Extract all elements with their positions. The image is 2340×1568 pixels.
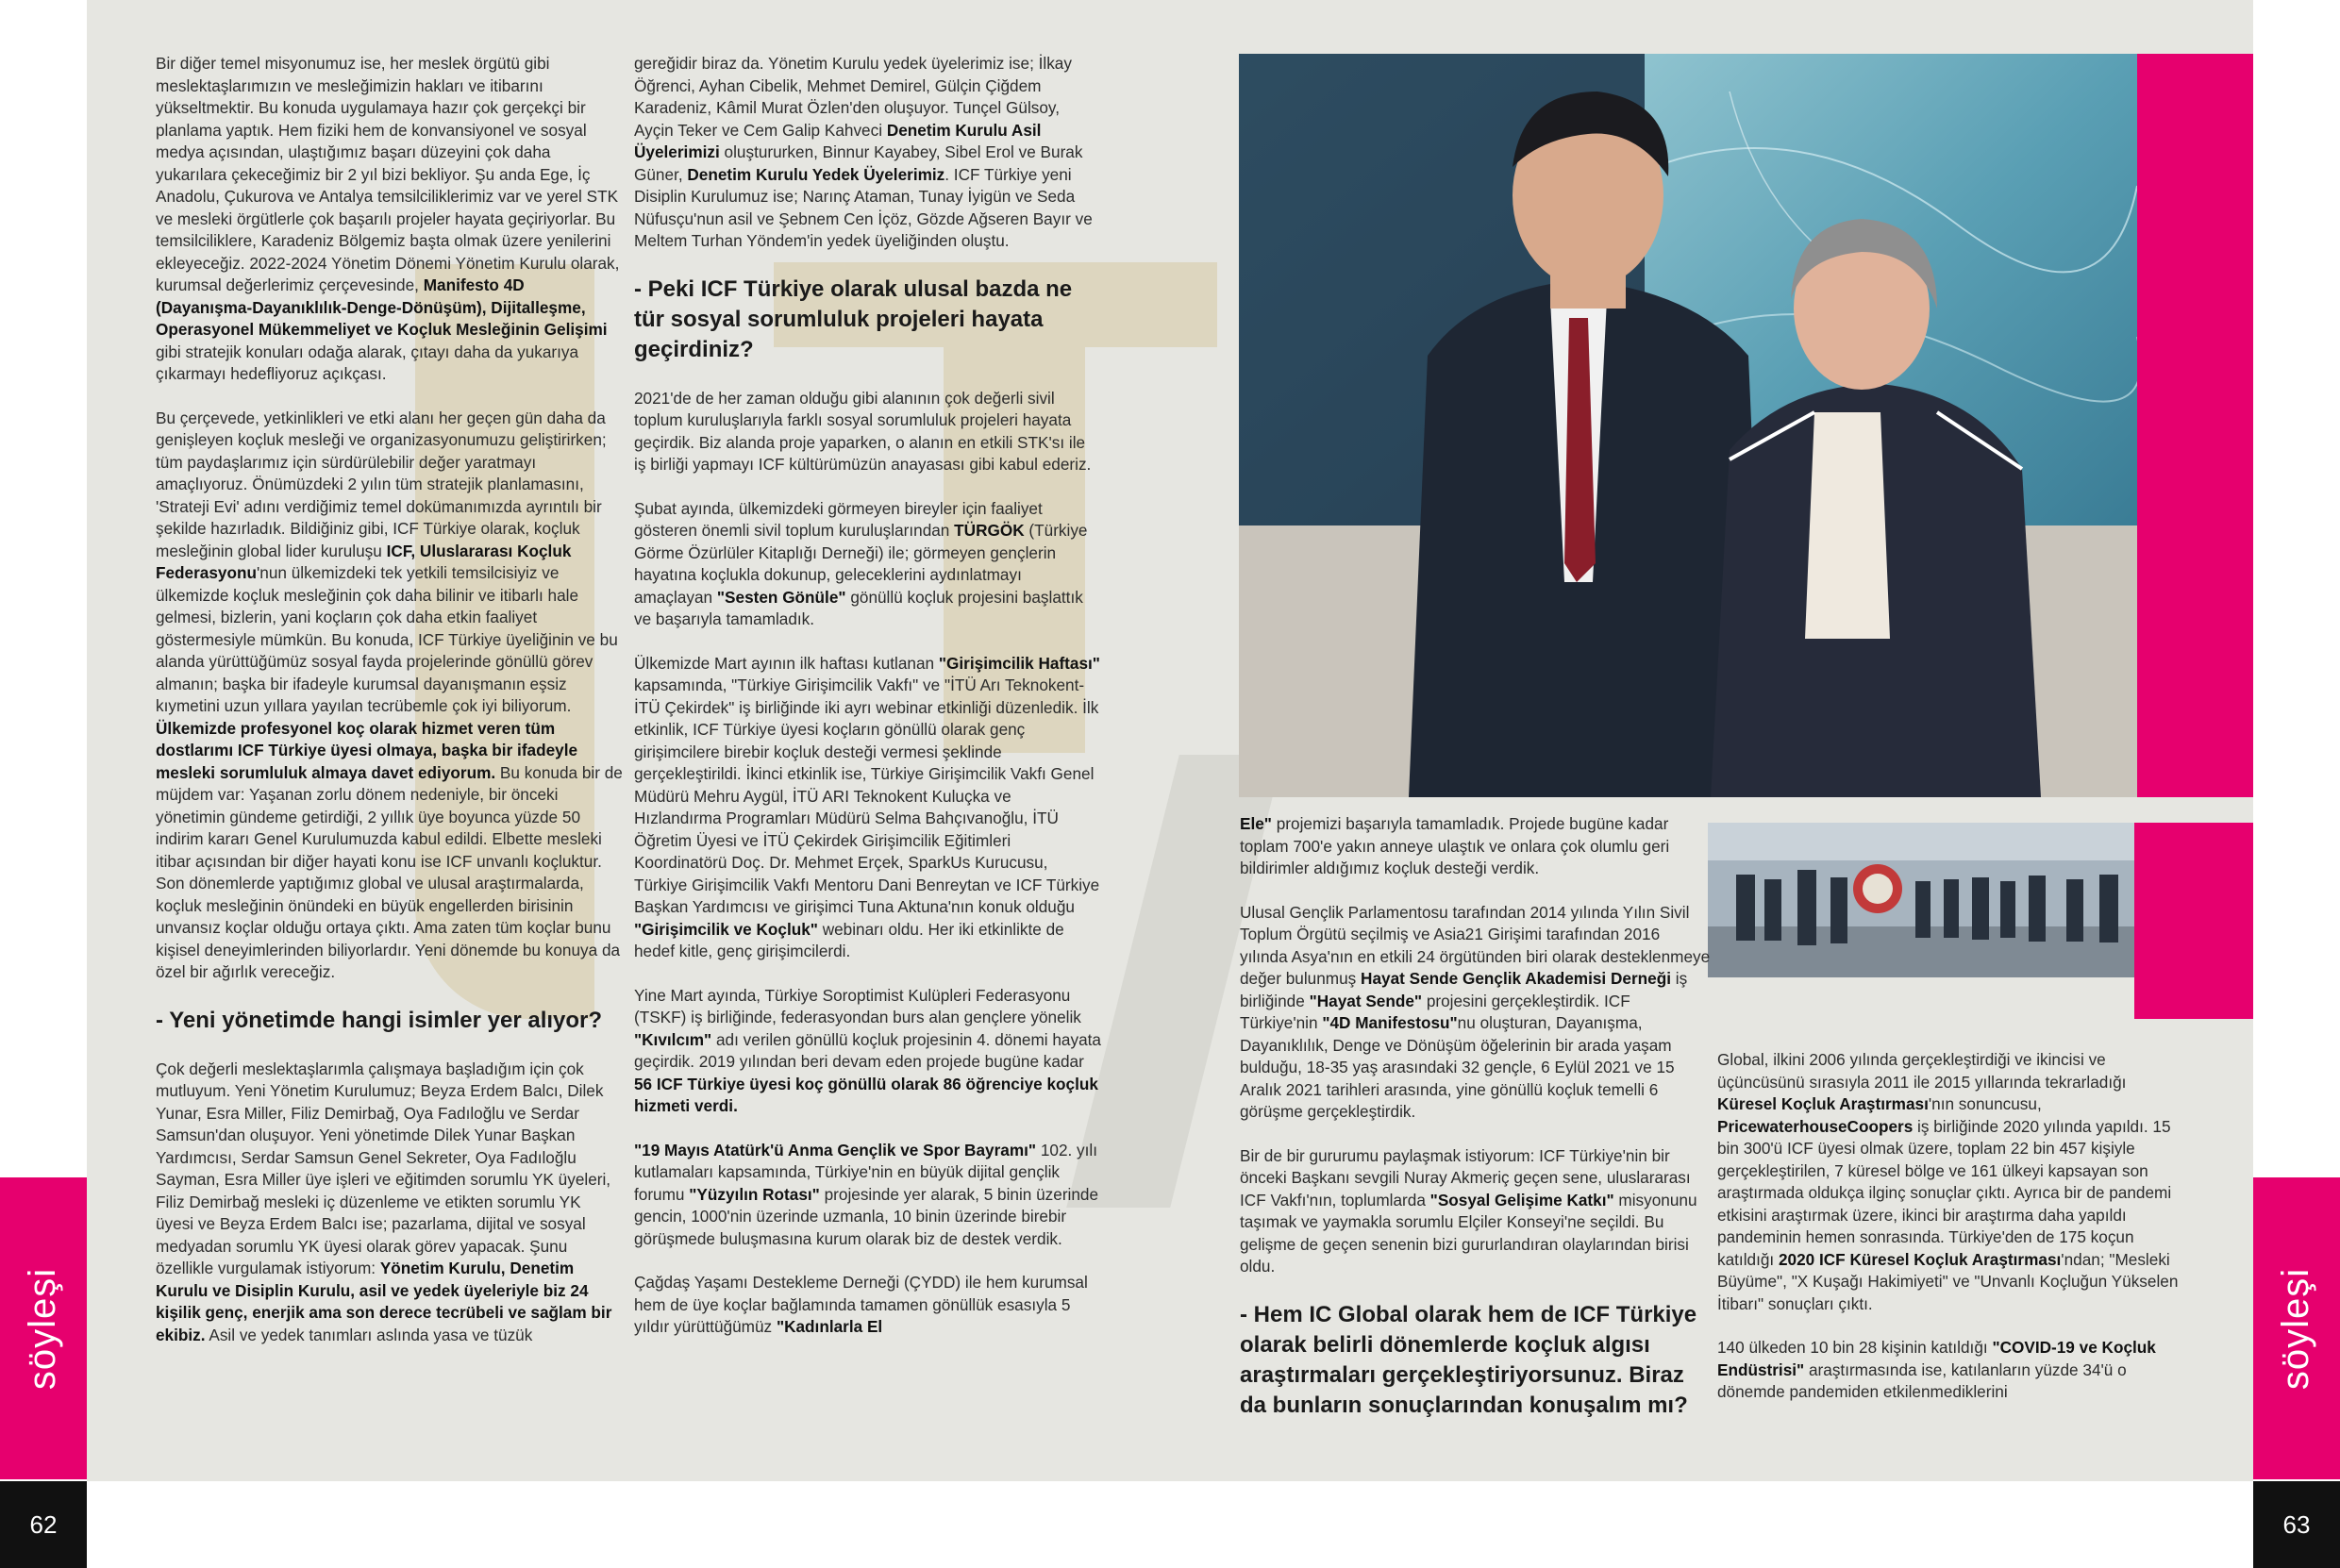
paragraph: gereğidir biraz da. Yönetim Kurulu yedek üyelerimiz ise; İlkay Öğrenci, Ayhan Cibelik, Mehmet Demirel, Gülçin Çiğdem Karadeniz, Kâmil Murat Özlen'den oluşuyor. Tunçel Gülsoy, Ayçin Teker ve Cem Galip Kahveci Denetim Kurulu Asil Üyelerimizi oluştururken, Binnur Kayabey, Sibel Erol ve Burak Güner, Denetim Kurulu Yedek Üyelerimiz. ICF Türkiye yeni Disiplin Kurulumuz ise; Narınç Ataman, Tunay İyigün ve Seda Nüfusçu'nun asil ve Şebnem Cen İçöz, Gözde Ağseren Bayır ve Meltem Turhan Yöndem'in yedek üyeliğinden oluştu. [634, 54, 1093, 250]
paragraph: Global, ilkini 2006 yılında gerçekleştirdiği ve ikincisi ve üçüncüsünü sırasıyla 2011 ile 2015 yıllarında tekrarladığı Küresel Koçluk Araştırması'nın sonuncusu, PricewaterhouseCoopers iş birliğinde 2020 yılında yapıldı. 15 bin 300'ü ICF üyesi olmak üzere, toplam 22 bin 457 kişiyle gerçekleştirilen, 7 küresel bölge ve 161 ülkeyi kapsayan son araştırmada oldukça ilginç sonuçlar çıktı. Ayrıca bir de pandemi etkisini araştırmak üzere, ikinci bir araştırma daha yapıldı pandeminin hemen sonrasında. Türkiye'den de 175 koçun katıldığı 2020 ICF Küresel Koçluk Araştırması'ndan; "Mesleki Büyüme", "X Kuşağı Hakimiyeti" ve "Unvanlı Koçluğun Yükselen İtibarı" sonuçları çıktı. [1717, 1050, 2179, 1313]
page-number-right: 63 [2253, 1481, 2340, 1568]
paragraph: Yine Mart ayında, Türkiye Soroptimist Kulüpleri Federasyonu (TSKF) iş birliğinde, federasyondan burs alan gençlere yönelik "Kıvılcım" adı verilen gönüllü koçluk projesinin 4. dönemi hayata geçirdik. 2019 yılından beri devam eden projede bugüne kadar 56 ICF Türkiye üyesi koç gönüllü olarak 86 öğrenciye koçluk hizmeti verdi. [634, 985, 1101, 1115]
page-number-left: 62 [0, 1481, 87, 1568]
bottom-margin [87, 1481, 2253, 1568]
ceremony-photo-graphic [1708, 823, 2134, 977]
accent-block [2137, 54, 2253, 797]
section-label: söyleşi [2275, 1267, 2317, 1390]
accent-block [2134, 823, 2253, 1019]
section-tab-left [0, 1177, 87, 1479]
portrait-photo [1239, 54, 2137, 797]
question-heading: - Peki ICF Türkiye olarak ulusal bazda ne tür sosyal sorumluluk projeleri hayata geçirdiniz? [634, 275, 1073, 362]
paragraph: Ülkemizde Mart ayının ilk haftası kutlanan "Girişimcilik Haftası" kapsamında, "Türkiye Girişimcilik Vakfı" ve "İTÜ Arı Teknokent-İTÜ Çekirdek" iş birliğinde iki ayrı webinar etkinliği düzenledik. İlk etkinlik, ICF Türkiye üyesi koçların gönüllü olarak genç girişimcilere birebir koçluk desteği vermesi şeklinde gerçekleştirildi. İkinci etkinlik ise, Türkiye Girişimcilik Vakfı Genel Müdürü Mehru Aygül, İTÜ ARI Teknokent Kuluçka ve Hızlandırma Programları Müdürü Selma Bahçıvanoğlu, İTÜ Öğretim Üyesi ve İTÜ Çekirdek Girişimcilik Eğitimleri Koordinatörü Doç. Dr. Mehmet Erçek, SparkUs Kurucusu, Türkiye Girişimcilik Vakfı Mentoru Dani Benreytan ve ICF Türkiye Başkan Yardımcısı ve girişimci Tuna Aktuna'nın konuk olduğu "Girişimcilik ve Koçluk" webinarı oldu. Her iki etkinlikte de hedef kitle, genç girişimcilerdi. [634, 653, 1100, 960]
photo-gap [1708, 977, 2134, 1019]
article-column-3 [1240, 813, 1712, 1443]
article-column-1 [156, 53, 623, 1368]
article-column-4 [1717, 1049, 2187, 1426]
section-tab-right [2253, 1177, 2340, 1479]
paragraph: Bir de bir gururumu paylaşmak istiyorum: ICF Türkiye'nin bir önceki Başkanı sevgili Nuray Akmeriç geçen sene, uluslararası ICF Vakfı'nın, toplumlarda "Sosyal Gelişime Katkı" misyonunu taşımak ve yaymakla sorumlu Elçiler Konseyi'ne seçildi. Bu gelişme de geçen senenin bizi gururlandıran olaylarından birisi oldu. [1240, 1145, 1697, 1276]
paragraph: Ulusal Gençlik Parlamentosu tarafından 2014 yılında Yılın Sivil Toplum Örgütü seçilmiş ve Asia21 Girişimi tarafından 2016 yılında Asya'nın en etkili 24 örgütünden biri olarak desteklenmeye değer bulunmuş Hayat Sende Gençlik Akademisi Derneği iş birliğinde "Hayat Sende" projesini gerçekleştirdik. ICF Türkiye'nin "4D Manifestosu"nu oluşturan, Dayanışma, Dayanıklılık, Denge ve Dönüşüm öğelerinin bir arada yaşam bulduğu, 18-35 yaş arasındaki 32 gençle, 6 Eylül 2021 ve 15 Aralık 2021 tarihleri arasında, yine gönüllü koçluk temelli 6 görüşme gerçekleştirdik. [1240, 902, 1711, 1121]
paragraph: 2021'de de her zaman olduğu gibi alanının çok değerli sivil toplum kuruluşlarıyla farklı sosyal sorumluluk projeleri hayata geçirdik. Biz alanda proje yaparken, o alanın en etkili STK'sı ile iş birliği yapmayı ICF kültürümüzün anayasası gibi kabul ederiz. [634, 388, 1092, 474]
paragraph: 140 ülkeden 10 bin 28 kişinin katıldığı "COVID-19 ve Koçluk Endüstrisi" araştırmasında ise, katılanların yüzde 34'ü o dönemde pandemiden etkilenmediklerini [1717, 1338, 2156, 1401]
section-label: söyleşi [22, 1267, 64, 1390]
paragraph: Bir diğer temel misyonumuz ise, her meslek örgütü gibi meslektaşlarımızın ve mesleğimizin hakları ve itibarını yükseltmektir. Bu konuda uygulamaya hazır çok gerçekçi bir planlama yaptık. Hem fiziki hem de konvansiyonel ve sosyal medya açısından, ulaştığımız başarı düzeyini çok daha yukarılara çekeceğimiz bir 2 yıl bizi bekliyor. Şu anda Ege, İç Anadolu, Çukurova ve Antalya temsilciliklerimiz var ve yerel STK ve mesleki örgütlerle çok başarılı projeler hayata geçiriyorlar. Bu temsilciliklere, Karadeniz Bölgemiz başta olmak üzere yenilerini ekleyeceğiz. 2022-2024 Yönetim Dönemi Yönetim Kurulu olarak, kurumsal değerlerimiz çerçevesinde, Manifesto 4D (Dayanışma-Dayanıklılık-Denge-Dönüşüm), Dijitalleşme, Operasyonel Mükemmeliyet ve Koçluk Mesleğinin Gelişimi gibi stratejik konuları odağa alarak, çıtayı daha da yukarıya çıkarmayı hedefliyoruz açıkçası. [156, 54, 620, 383]
paragraph: Çağdaş Yaşamı Destekleme Derneği (ÇYDD) ile hem kurumsal hem de üye koçlar bağlamında tamamen gönüllük esasıyla 5 yıldır yürüttüğümüz "Kadınlarla El [634, 1273, 1088, 1336]
question-heading: - Yeni yönetimde hangi isimler yer alıyor? [156, 1007, 603, 1033]
paragraph: Şubat ayında, ülkemizdeki görmeyen bireyler için faaliyet gösteren önemli sivil toplum kuruluşlarından TÜRGÖK (Türkiye Görme Özürlüler Kitaplığı Derneği) ile; görmeyen gençlerin hayatına koçlukla dokunup, geleceklerini aydınlatmayı amaçlayan "Sesten Gönüle" gönüllü koçluk projesini başlattık ve başarıyla tamamladık. [634, 498, 1088, 628]
paragraph: Bu çerçevede, yetkinlikleri ve etki alanı her geçen gün daha da genişleyen koçluk mesleği ve organizasyonumuzu geliştirirken; tüm paydaşlarımız için sürdürülebilir değer yaratmayı amaçlıyoruz. Önümüzdeki 2 yılın tüm stratejik planlamasını, 'Strateji Evi' adını verdiğimiz temel dokümanımızda ayrıntılı bir şekilde hazırladık. Bildiğiniz gibi, ICF Türkiye olarak, koçluk mesleğinin global lider kuruluşu ICF, Uluslararası Koçluk Federasyonu'nun ülkemizdeki tek yetkili temsilcisiyiz ve ülkemizde koçluk mesleğinin çok daha bilinir ve itibarlı hale gelmesi, bizlerin, yani koçların çok daha etkin faaliyet göstermesiyle mümkün. Bu konuda, ICF Türkiye üyeliğinin ve bu alanda yürüttüğümüz sosyal fayda projelerinde gönüllü görev almanın; başka bir ifadeyle kurumsal dayanışmanın eşsiz kıymetini uzun yıllara yayılan tecrübemle çok iyi biliyorum. Ülkemizde profesyonel koç olarak hizmet veren tüm dostlarımı ICF Türkiye üyesi olmaya, başka bir ifadeyle mesleki sorumluluk almaya davet ediyorum. Bu konuda bir de müjdem var: Yaşanan zorlu dönem nedeniyle, bir önceki yönetimin gündeme getirdiği, 2 yıllık üye boyunca yüzde 50 indirim kararı Genel Kurulumuzda kabul edildi. Elbette mesleki itibar açısından bir diğer hayati konu ise ICF unvanlı koçluktur. Son dönemlerde yaptığımız global ve ulusal araştırmalarda, koçluk mesleğinin önündeki en büyük engellerden birisinin unvansız koçlar olduğu ortaya çıktı. Ama zaten tüm koçlar bunu kişisel deneyimlerinden biliyorlardır. Yeni dönemde bu konuya da özel bir ağırlık vereceğiz. [156, 408, 623, 981]
paragraph: Ele" projemizi başarıyla tamamladık. Projede bugüne kadar toplam 700'e yakın anneye ulaştık ve onlara çok olumlu geri bildirimler aldığımız koçluk desteği verdik. [1240, 814, 1670, 877]
paragraph: "19 Mayıs Atatürk'ü Anma Gençlik ve Spor Bayramı" 102. yılı kutlamaları kapsamında, Türkiye'nin en büyük dijital gençlik forumu "Yüzyılın Rotası" projesinde yer alarak, 5 binin üzerinde gencin, 1000'nin üzerinde uzmanla, 10 binin üzerinde birebir görüşmede buluşmasına kurum olarak biz de destek verdik. [634, 1140, 1099, 1248]
article-column-2 [634, 53, 1101, 1360]
ceremony-photo [1708, 823, 2134, 977]
question-heading: - Hem IC Global olarak hem de ICF Türkiye olarak belirli dönemlerde koçluk algısı araştırmaları gerçekleştiriyorsunuz. Biraz da bunların sonuçlarından konuşalım mı? [1240, 1301, 1697, 1418]
portrait-photo-graphic [1239, 54, 2137, 797]
paragraph: Çok değerli meslektaşlarımla çalışmaya başladığım için çok mutluyum. Yeni Yönetim Kurulumuz; Beyza Erdem Balcı, Dilek Yunar, Esra Miller, Filiz Demirbağ, Oya Fadıloğlu ve Serdar Samsun'dan oluşuyor. Yeni yönetimde Dilek Yunar Başkan Yardımcısı, Serdar Samsun Genel Sekreter, Oya Fadıloğlu Sayman, Esra Miller üye işleri ve eğitimden sorumlu YK üyeleri, Filiz Demirbağ mesleki iç düzenleme ve etikten sorumlu YK üyesi ve Beyza Erdem Balcı ise; pazarlama, dijital ve sosyal medyadan sorumlu YK üyesi olarak görev yapacak. Şunu özellikle vurgulamak istiyorum: Yönetim Kurulu, Denetim Kurulu ve Disiplin Kurulu, asil ve yedek üyeleriyle biz 24 kişilik genç, enerjik ama son derece tecrübeli ve sağlam bir ekibiz. Asil ve yedek tanımları aslında yasa ve tüzük [156, 1059, 612, 1344]
